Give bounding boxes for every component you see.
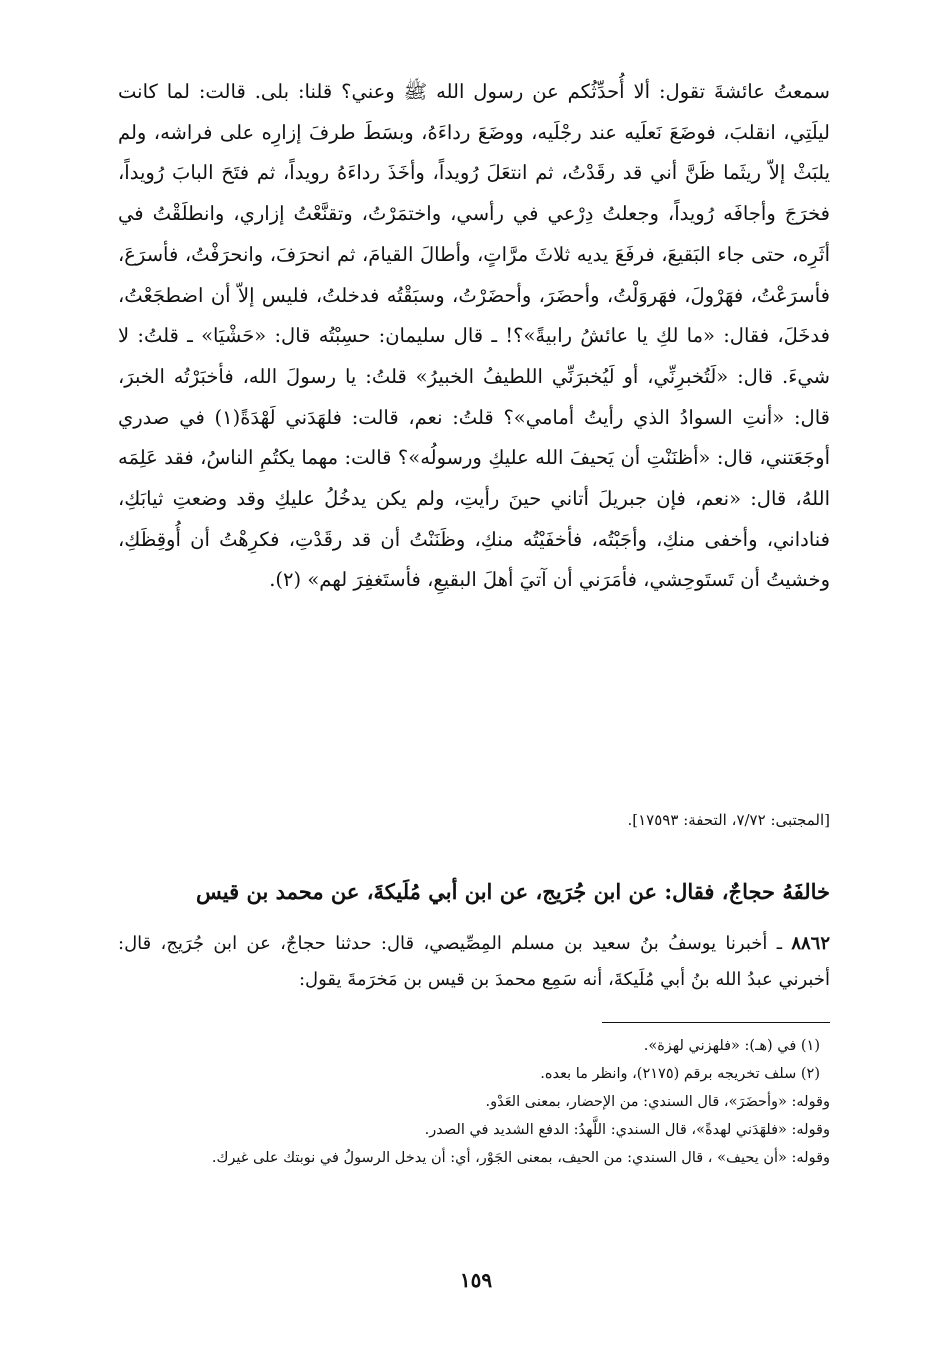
footnote-text: وقوله: «وأحضَرَ»، قال السندي: من الإحضار، بمعنى العَدْو. bbox=[485, 1094, 830, 1110]
hadith-number: ٨٨٦٢ bbox=[791, 933, 830, 954]
section-heading: خالفَهُ حجاجٌ، فقال: عن ابن جُرَيج، عن ابن أبي مُلَيكةَ، عن محمد بن قيس bbox=[196, 879, 830, 904]
main-text-block bbox=[118, 72, 830, 601]
footnote-text: وقوله: «فلهَدَني لهدةً»، قال السندي: اللَّهدُ: الدفع الشديد في الصدر. bbox=[424, 1122, 830, 1138]
hadith-narration-text: سمعتُ عائشةَ تقول: ألا أُحدِّثُكم عن رسول الله ﷺ وعني؟ قلنا: بلى. قالت: لما كانت ليلَتِي، انقلبَ، فوضَعَ نَعلَيه عند رجْلَيه، ووضَعَ رداءَهُ، وبسَطَ طرفَ إزارِه على فراشه، ولم يلبَثْ إلاّ ريثَما ظَنَّ أني قد رقَدْتُ، ثم انتعَلَ رُويداً، وأخَذَ رداءَهُ رويداً، ثم فتَحَ البابَ رُويداً، فخرَجَ وأجافَه رُويداً، وجعلتُ دِرْعي في رأسي، واختمَرْتُ، وتقنَّعْتُ إزاري، وانطلَقْتُ في أثَرِه، حتى جاء البَقيعَ، فرفَعَ يديه ثلاثَ مرَّاتٍ، وأطالَ القيامَ، ثم انحرَفَ، وانحرَفْتُ، فأسرَعَ، فأسرَعْتُ، فهَرْولَ، فهَروَلْتُ، وأحضَرَ، وأحضَرْتُ، وسبَقْتُه فدخلتُ، فليس إلاّ أن اضطجَعْتُ، فدخَلَ، فقال: «ما لكِ يا عائشُ رابيةً»؟! ـ قال سليمان: حسِبْتُه قال: «حَشْيَا» ـ قلتُ: لا شيءَ. قال: «لَتُخبرِنِّي، أو لَيُخبرَنِّي اللطيفُ الخبيرُ» قلتُ: يا رسولَ الله، فأخبَرْتُه الخبرَ، قال: «أنتِ السوادُ الذي رأيتُ أمامي»؟ قلتُ: نعم، قالت: فلهَدَني لَهْدَةً(١) في صدري أوجَعَتني، قال: «أظنَنْتِ أن يَحيفَ الله عليكِ ورسولُه»؟ قالت: مهما يكتُمِ الناسُ، فقد عَلِمَه اللهُ، قال: «نعم، فإن جبريلَ أتاني حينَ رأيتِ، ولم يكن يدخُلُ عليكِ وقد وضعتِ ثيابَكِ، فناداني، وأخفى منكِ، وأجَبْتُه، فأخفَيْتُه منكِ، وظَنَنْتُ أن قد رقَدْتِ، فكرِهْتُ أن أُوقِظَكِ، وخشيتُ أن تَستَوحِشي، فأمَرَني أن آتيَ أهلَ البقيعِ، فأستَغفِرَ لهم» (٢). bbox=[118, 80, 830, 592]
footnote-divider bbox=[602, 1022, 830, 1023]
source-reference: [المجتبى: ٧/٧٢، التحفة: ١٧٥٩٣]. bbox=[627, 811, 830, 829]
footnote-text: سلف تخريجه برقم (٢١٧٥)، وانظر ما بعده. bbox=[540, 1066, 797, 1082]
footnote-item bbox=[118, 1032, 830, 1060]
footnote-text: وقوله: «أن يحيف» ، قال السندي: من الحيف، بمعنى الجَوْر، أي: أن يدخل الرسولُ في نوبتك على غيرك. bbox=[211, 1150, 830, 1166]
footnote-item bbox=[118, 1116, 830, 1144]
footnote-item bbox=[118, 1060, 830, 1088]
hadith-chain-text: ـ أخبرنا يوسفُ بنُ سعيد بن مسلم المِصِّيصي، قال: حدثنا حجاجٌ، عن ابن جُرَيج، قال: أخبرني عبدُ الله بنُ أبي مُلَيكةَ، أنه سَمِع محمدَ بن قيس بن مَخرَمةَ يقول: bbox=[118, 933, 830, 990]
hadith-entry bbox=[118, 926, 830, 998]
footnotes bbox=[118, 1032, 830, 1172]
footnote-item bbox=[118, 1144, 830, 1172]
footnote-text: في (هـ): «فلهزني لهزة». bbox=[643, 1038, 797, 1054]
footnote-number: (١) bbox=[800, 1038, 820, 1054]
page-number: ١٥٩ bbox=[459, 1268, 493, 1292]
footnote-number: (٢) bbox=[800, 1066, 820, 1082]
footnote-item bbox=[118, 1088, 830, 1116]
